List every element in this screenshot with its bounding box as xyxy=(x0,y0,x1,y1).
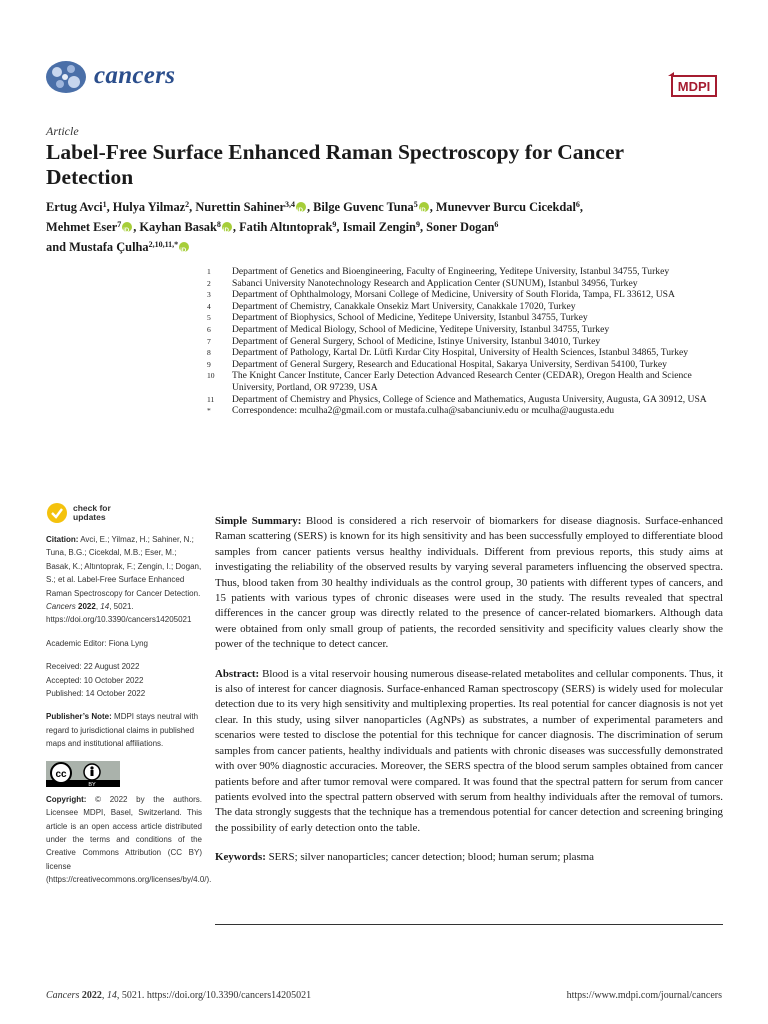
author-separator: , xyxy=(429,200,436,214)
author-name[interactable]: Ismail Zengin xyxy=(342,220,416,234)
author-affiliation-marker: 6 xyxy=(575,200,580,209)
copyright-text: © 2022 by the authors. Licensee MDPI, Basel, Switzerland. This article is an open access article distributed under the terms and conditions of the Creative Commons Attribution (CC BY) license (https://creativecommons.org/licenses/by/4.0/). xyxy=(46,794,212,885)
copyright xyxy=(46,793,212,887)
author-name[interactable]: Munevver Burcu Cicekdal xyxy=(435,200,576,214)
check-updates-line2: updates xyxy=(73,512,106,522)
footer-citation: Cancers 2022, 14, 5021. https://doi.org/10.3390/cancers14205021 xyxy=(46,990,312,1001)
footer-year: 2022 xyxy=(81,990,102,1001)
affiliation-text: Department of Biophysics, School of Medicine, Yeditepe University, Istanbul 34755, Turkey xyxy=(232,312,588,324)
affiliation-text: Department of Genetics and Bioengineering, Faculty of Engineering, Yeditepe University, Istanbul 34755, Turkey xyxy=(232,266,670,277)
affiliation-text: Department of Pathology, Kartal Dr. Lütfi Kırdar City Hospital, University of Health Sciences, Istanbul 34865, Turkey xyxy=(232,347,689,359)
publisher-note xyxy=(46,710,202,750)
author-name[interactable]: Soner Dogan xyxy=(426,220,495,234)
affiliation-number: 9 xyxy=(207,359,211,369)
author-name[interactable]: Hulya Yilmaz xyxy=(112,200,186,214)
affiliation-item xyxy=(207,359,727,371)
author-name[interactable]: Ertug Avci xyxy=(46,200,103,214)
affiliation-text: Department of Chemistry and Physics, College of Science and Mathematics, Augusta University, Augusta, GA 30912, USA xyxy=(232,393,707,405)
orcid-icon[interactable] xyxy=(222,222,232,232)
page-title: Label-Free Surface Enhanced Raman Spectroscopy for Cancer Detection xyxy=(46,140,624,189)
citation-volume: 14 xyxy=(100,602,110,612)
cc-by-label: BY xyxy=(88,781,96,787)
abstract-label: Abstract: xyxy=(215,667,260,680)
received-date: Received: 22 August 2022 xyxy=(46,662,140,672)
citation-text: Avci, E.; Yilmaz, H.; Sahiner, N.; Tuna, B.G.; Cicekdal, M.B.; Eser, M.; Basak, K.; Altıntoprak, F.; Zengin, I.; Dogan, S.; et al. Label-Free Surface Enhanced Raman Spectroscopy for Cancer Detection. xyxy=(46,535,202,598)
main-content xyxy=(215,514,723,880)
author-affiliation-marker: 6 xyxy=(494,220,499,229)
affiliation-number: 4 xyxy=(207,301,211,311)
author-affiliation-marker: 1 xyxy=(102,200,107,209)
affiliation-text: The Knight Cancer Institute, Cancer Early Detection Advanced Research Center (CEDAR), Oregon Health and Science University, Portland, OR 97239, USA xyxy=(232,370,692,393)
affiliation-number: 6 xyxy=(207,324,211,334)
author-affiliation-marker: 7 xyxy=(117,220,122,229)
author-affiliation-marker: 5 xyxy=(413,200,418,209)
author-name[interactable]: Nurettin Sahiner xyxy=(195,200,285,214)
author-affiliation-marker: 3,4 xyxy=(284,200,295,209)
affiliation-text: Department of General Surgery, School of Medicine, Istinye University, Istanbul 34010, Turkey xyxy=(232,335,601,347)
author-affiliation-marker: 9 xyxy=(332,220,337,229)
check-for-updates-icon xyxy=(46,502,68,524)
section-divider xyxy=(215,924,723,925)
affiliation-item xyxy=(207,278,727,290)
author-affiliation-marker: 2,10,11,* xyxy=(148,240,179,249)
author-separator: , xyxy=(419,220,427,234)
orcid-icon[interactable] xyxy=(179,242,189,252)
affiliation-text: Department of Chemistry, Canakkale Onsekiz Mart University, Canakkale 17020, Turkey xyxy=(232,300,576,312)
affiliations-list xyxy=(207,266,727,417)
affiliation-number: * xyxy=(207,406,211,416)
citation-journal: Cancers xyxy=(46,602,76,612)
journal-name[interactable]: cancers xyxy=(94,62,176,89)
affiliation-number: 2 xyxy=(207,278,211,288)
keywords-label: Keywords: xyxy=(215,851,266,864)
simple-summary xyxy=(215,514,723,653)
check-updates-line1: check for xyxy=(73,503,111,513)
orcid-icon[interactable] xyxy=(419,202,429,212)
keywords xyxy=(215,850,723,865)
author-name[interactable]: Fatih Altıntoprak xyxy=(239,220,333,234)
affiliation-number: 11 xyxy=(207,394,215,404)
simple-summary-text: Blood is considered a rich reservoir of biomarkers for disease diagnosis. Surface-enhanced Raman scattering (SERS) is known for its high sensitivity and has been successfully employed to differentiate blood samples from cancer patients versus healthy individuals. Different from previous reports, this study aims at investigating the reliability of the observed results by varying several parameters influencing the observed spectra. Thus, blood taken from 30 healthy individuals as the control group, 30 patients with different types of cancers, and 15 patients with various types of chronic diseases were used in the study. The results revealed that spectral differences in the cancer group was directly related to the presence of cancer-related biomarkers. Although data were obtained from only small group of patients, the recorded sensitivity and specificity values clearly show the power of the technique to detect cancer. xyxy=(215,515,723,651)
footer-journal-url[interactable]: https://www.mdpi.com/journal/cancers xyxy=(566,990,722,1001)
affiliation-item xyxy=(207,336,727,348)
author-affiliation-marker: 2 xyxy=(185,200,190,209)
footer-doi[interactable]: , 5021. https://doi.org/10.3390/cancers14205021 xyxy=(116,990,312,1001)
affiliation-item xyxy=(207,405,727,417)
affiliation-item xyxy=(207,324,727,336)
affiliation-text: Department of Medical Biology, School of Medicine, Yeditepe University, Istanbul 34755, Turkey xyxy=(232,323,610,335)
affiliation-text: Department of Ophthalmology, Morsani College of Medicine, University of South Florida, Tampa, FL 33612, USA xyxy=(232,289,675,301)
publisher-name: MDPI xyxy=(677,79,711,94)
author-separator: , xyxy=(579,200,584,214)
affiliation-number: 8 xyxy=(207,348,211,358)
affiliation-number: 7 xyxy=(207,336,211,346)
affiliation-number: 10 xyxy=(207,371,215,381)
abstract xyxy=(215,667,723,836)
affiliation-number: 5 xyxy=(207,313,211,323)
author-list xyxy=(46,196,726,256)
affiliation-item xyxy=(207,266,727,278)
publisher-note-text: MDPI stays neutral with regard to jurisdictional claims in published maps and institutional affiliations. xyxy=(46,712,199,749)
citation-year: 2022 xyxy=(78,602,96,612)
sidebar xyxy=(46,502,212,897)
author-affiliation-marker: 9 xyxy=(415,220,420,229)
affiliation-text: Correspondence: mculha2@gmail.com or mustafa.culha@sabanciuniv.edu or mculha@augusta.edu xyxy=(232,405,615,417)
journal-logo-icon xyxy=(44,58,88,96)
affiliation-item xyxy=(207,312,727,324)
affiliation-number: 1 xyxy=(207,267,211,276)
accepted-date: Accepted: 10 October 2022 xyxy=(46,675,144,685)
author-name[interactable]: and Mustafa Çulha xyxy=(46,240,149,254)
author-separator: , xyxy=(106,200,113,214)
keywords-text: SERS; silver nanoparticles; cancer detection; blood; human serum; plasma xyxy=(268,851,594,864)
author-separator: , xyxy=(306,200,314,214)
simple-summary-label: Simple Summary: xyxy=(215,515,302,527)
affiliation-item xyxy=(207,301,727,313)
footer-volume: 14 xyxy=(106,990,117,1001)
cc-by-license-icon[interactable] xyxy=(46,761,120,787)
orcid-icon[interactable] xyxy=(296,202,306,212)
orcid-icon[interactable] xyxy=(122,222,132,232)
academic-editor: Academic Editor: Fiona Lyng xyxy=(46,638,148,648)
published-date: Published: 14 October 2022 xyxy=(46,689,146,699)
affiliation-item xyxy=(207,289,727,301)
footer-journal: Cancers xyxy=(46,990,80,1001)
affiliation-item xyxy=(207,347,727,359)
author-separator: , xyxy=(336,220,343,234)
citation-label: Citation: xyxy=(46,535,79,544)
copyright-label: Copyright: xyxy=(46,794,87,804)
author-separator: , xyxy=(133,220,140,234)
check-for-updates-button[interactable] xyxy=(46,502,202,524)
publisher-note-label: Publisher’s Note: xyxy=(46,712,112,722)
affiliation-number: 3 xyxy=(207,290,211,300)
author-name[interactable]: Bilge Guvenc Tuna xyxy=(313,200,414,214)
author-name[interactable]: Mehmet Eser xyxy=(46,220,118,234)
author-name[interactable]: Kayhan Basak xyxy=(139,220,217,234)
affiliation-text: Sabanci University Nanotechnology Research and Application Center (SUNUM), Istanbul 34956, Turkey xyxy=(232,277,638,289)
author-affiliation-marker: 8 xyxy=(216,220,221,229)
author-separator: , xyxy=(232,220,240,234)
abstract-text: Blood is a vital reservoir housing numerous disease-related metabolites and cellular components. Thus, it is also of interest for cancer diagnosis. Surface-enhanced Raman spectroscopy (SERS) is widely used for molecular detection due to its very high sensitivity and multiplexing properties. Its real potential for cancer diagnosis is not yet clear. In this study, using silver nanoparticles (AgNPs) as substrates, a number of experimental parameters and scenarios were tested to disclose the potential for this technique for cancer diagnosis. The discrimination of serum samples from cancer patients, healthy individuals and patients with chronic diseases was successfully demonstrated with over 90% diagnostic accuracies. Moreover, the SERS spectra of the blood serum samples obtained from cancer patients before and after tumor removal were compared. It was found that the spectral pattern for serum from cancer patients evolved into the spectral pattern observed with serum from healthy individuals after the removal of tumors. The data strongly suggests that the technique has a tremendous potential for cancer detection and screening bringing the possibility of early detection onto the table. xyxy=(215,667,723,834)
affiliation-item xyxy=(207,370,727,393)
citation-doi[interactable]: 5021. https://doi.org/10.3390/cancers14205021 xyxy=(46,602,192,625)
affiliation-text: Department of General Surgery, Research and Educational Hospital, Sakarya University, Serdivan 54100, Turkey xyxy=(232,358,667,370)
author-separator: , xyxy=(189,200,196,214)
affiliation-item xyxy=(207,394,727,406)
svg-text:cc: cc xyxy=(55,768,67,780)
article-type: Article xyxy=(46,124,79,138)
mdpi-logo-icon[interactable] xyxy=(666,72,722,100)
citation: Citation: Avci, E.; Yilmaz, H.; Sahiner, N.; Tuna, B.G.; Cicekdal, M.B.; Eser, M.; Basak, K.; Altıntoprak, F.; Zengin, I.; Dogan, S.; et al. Label-Free Surface Enhanced Raman Spectroscopy for Cancer Detection. Cancers 2022, 14, 5021. https://doi.org/10.3390/cancers14205021 xyxy=(46,535,202,625)
